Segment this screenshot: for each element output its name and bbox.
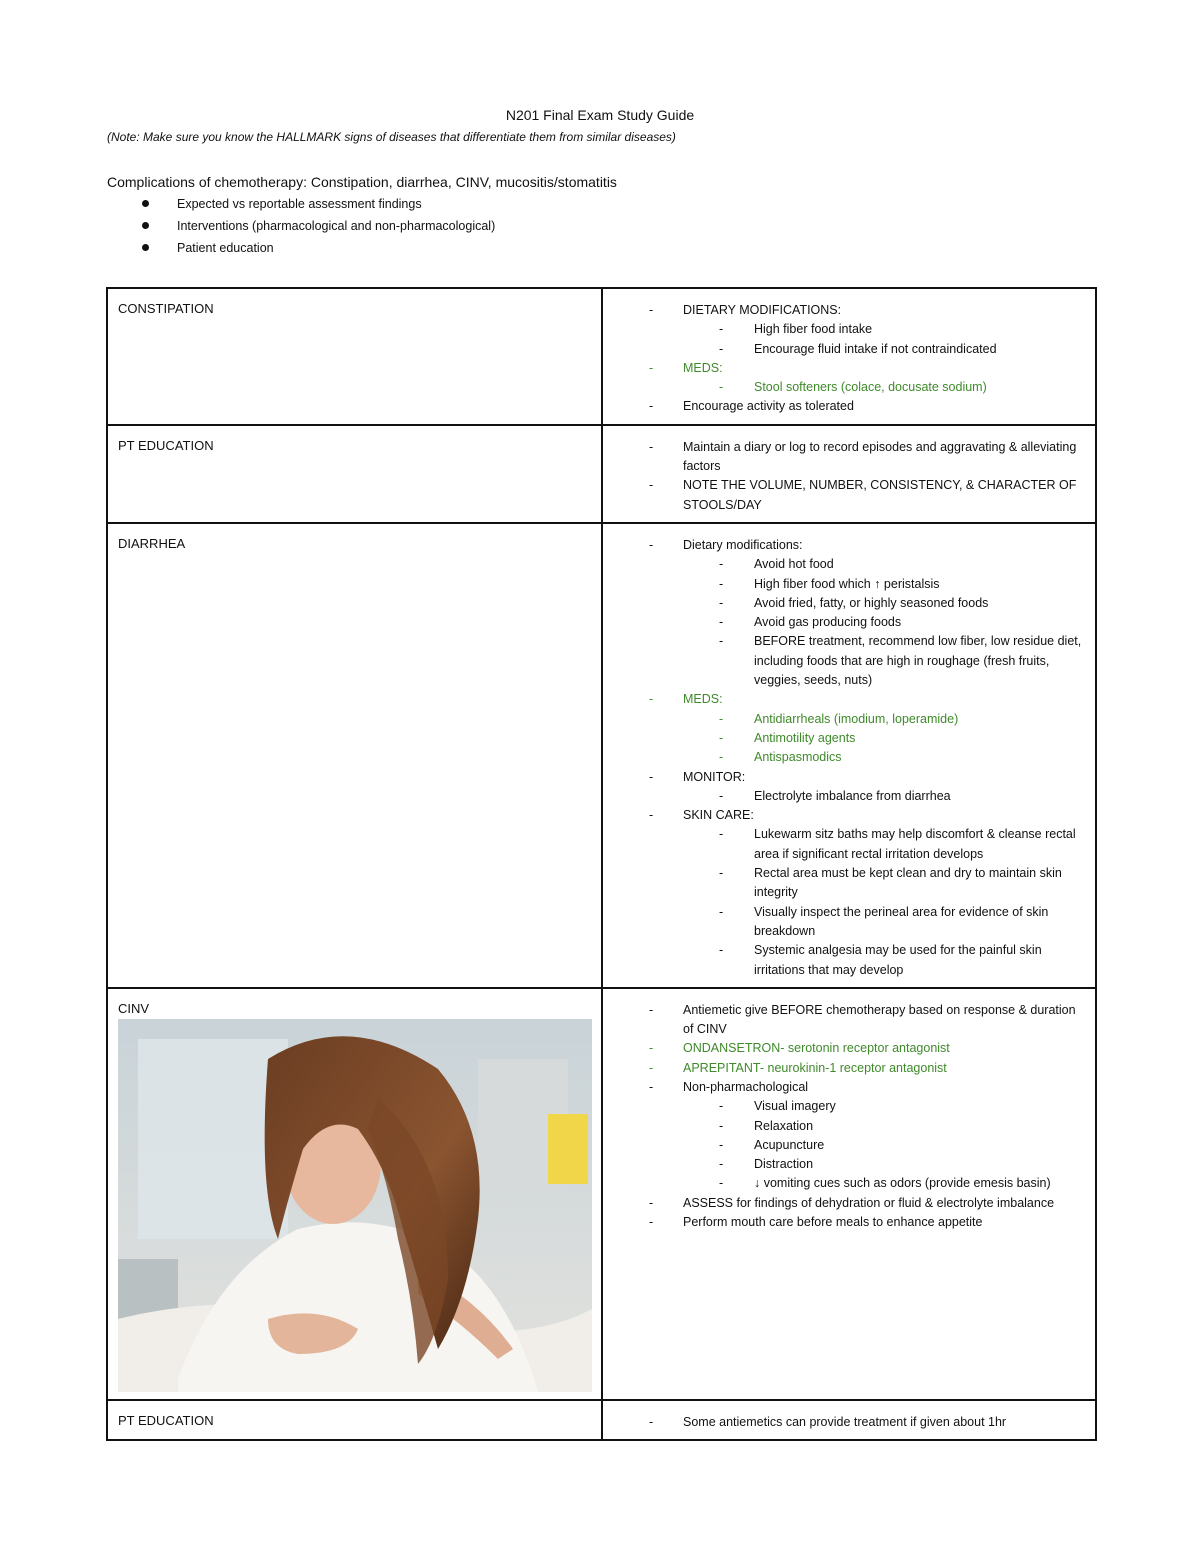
list-item: - Electrolyte imbalance from diarrhea: [719, 788, 951, 803]
list-item: - Lukewarm sitz baths may help discomfort & cleanse rectal area if significant rectal irritation develops: [719, 827, 1076, 861]
bullet-icon: [142, 222, 149, 229]
list-item: - Some antiemetics can provide treatment if given about 1hr: [649, 1414, 1007, 1429]
list-item: Interventions (pharmacological and non-pharmacological): [107, 215, 495, 237]
list-item: - Avoid hot food: [719, 557, 834, 572]
row-label-cinv: CINV: [107, 988, 602, 1400]
row-content-diarrhea: [602, 523, 1096, 988]
list-item: - NOTE THE VOLUME, NUMBER, CONSISTENCY, & CHARACTER OF STOOLS/DAY: [649, 478, 1077, 512]
row-content-constipation: [602, 288, 1096, 425]
page-title: N201 Final Exam Study Guide: [505, 107, 695, 123]
list-item: - Perform mouth care before meals to enhance appetite: [649, 1215, 983, 1230]
list-item: - ↓ vomiting cues such as odors (provide emesis basin): [719, 1176, 1051, 1191]
list-item: - Antispasmodics: [719, 750, 842, 765]
list-item: - SKIN CARE:: [649, 808, 754, 823]
list-item: - MEDS:: [649, 360, 723, 375]
list-item: - Acupuncture: [719, 1137, 825, 1152]
study-guide-table: [106, 287, 1097, 1441]
list-item: - Maintain a diary or log to record episodes and aggravating & alleviating factors: [649, 439, 1077, 474]
list-item: - Systemic analgesia may be used for the painful skin irritations that may develop: [719, 943, 1042, 977]
list-item: - ASSESS for findings of dehydration or fluid & electrolyte imbalance: [649, 1195, 1055, 1210]
list-item: - Relaxation: [719, 1118, 814, 1133]
list-item: - Rectal area must be kept clean and dry to maintain skin integrity: [719, 866, 1062, 900]
table-row-pt-education-cinv: [107, 1400, 1096, 1440]
list-item: - High fiber food which ↑ peristalsis: [719, 576, 940, 591]
list-item: Expected vs reportable assessment findings: [107, 193, 495, 215]
list-item: - MEDS:: [649, 692, 723, 707]
list-item: - Antidiarrheals (imodium, loperamide): [719, 711, 959, 726]
list-item: - DIETARY MODIFICATIONS:: [649, 303, 842, 317]
topic-bullet-list: [107, 193, 495, 259]
list-item: - Avoid fried, fatty, or highly seasoned foods: [719, 595, 989, 610]
list-item: - APREPITANT- neurokinin-1 receptor antagonist: [649, 1060, 947, 1075]
list-item: - Non-pharmachological: [649, 1079, 809, 1094]
table-row-pt-education: [107, 425, 1096, 523]
table-row-diarrhea: [107, 523, 1096, 988]
row-content-cinv: [602, 988, 1096, 1400]
list-item: - Avoid gas producing foods: [719, 615, 902, 630]
row-label-diarrhea: DIARRHEA: [107, 523, 602, 988]
list-item: - High fiber food intake: [719, 322, 873, 337]
row-label-pt-education-cinv: PT EDUCATION: [107, 1400, 602, 1440]
list-item: - Stool softeners (colace, docusate sodium): [719, 380, 987, 395]
row-label-pt-education: PT EDUCATION: [107, 425, 602, 523]
bullet-icon: [142, 244, 149, 251]
list-item: - Visual imagery: [719, 1099, 836, 1114]
nausea-photo: [118, 1019, 592, 1392]
list-item: - BEFORE treatment, recommend low fiber, low residue diet, including foods that are high in roughage (fresh fruits, veggies, seeds, nuts): [719, 634, 1082, 688]
list-item: - Visually inspect the perineal area for evidence of skin breakdown: [719, 904, 1049, 938]
list-item: Patient education: [107, 237, 495, 259]
table-row-cinv: [107, 988, 1096, 1400]
row-label-constipation: CONSTIPATION: [107, 288, 602, 425]
list-item: - ONDANSETRON- serotonin receptor antagonist: [649, 1041, 950, 1056]
row-content-pt-education-cinv: [602, 1400, 1096, 1440]
list-item: - Antiemetic give BEFORE chemotherapy based on response & duration of CINV: [649, 1002, 1076, 1037]
list-item: - Dietary modifications:: [649, 537, 803, 552]
page-note: (Note: Make sure you know the HALLMARK signs of diseases that differentiate them from similar diseases): [107, 130, 676, 144]
section-heading: Complications of chemotherapy: Constipation, diarrhea, CINV, mucositis/stomatitis: [107, 174, 617, 190]
list-item: - Distraction: [719, 1157, 814, 1172]
bullet-icon: [142, 200, 149, 207]
list-item: - Encourage fluid intake if not contraindicated: [719, 341, 997, 356]
list-item: - MONITOR:: [649, 769, 746, 784]
list-item: - Encourage activity as tolerated: [649, 399, 854, 414]
table-row-constipation: [107, 288, 1096, 425]
row-content-pt-education: [602, 425, 1096, 523]
list-item: - Antimotility agents: [719, 730, 856, 745]
